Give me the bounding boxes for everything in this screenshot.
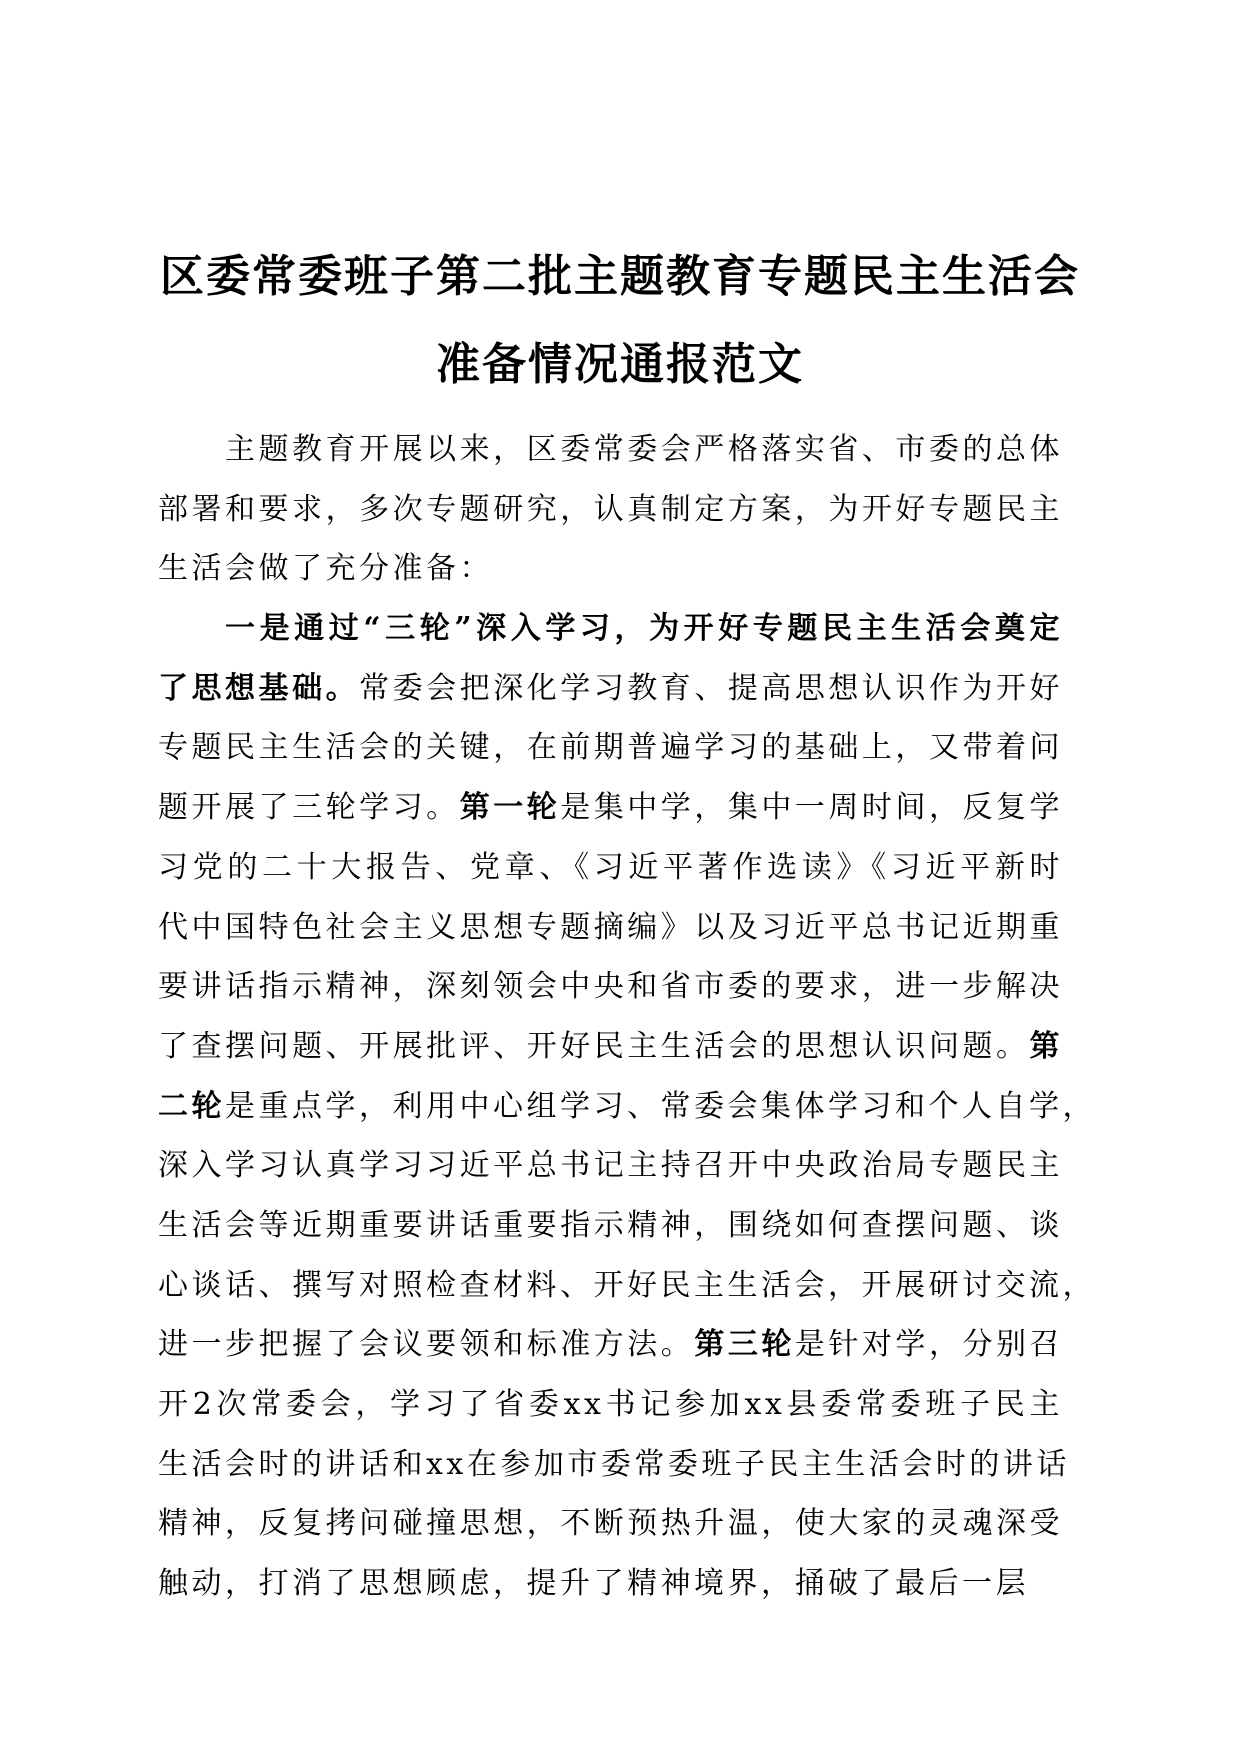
body-text: 是集中学，集中一周时间，反复学	[560, 790, 1064, 826]
body-text: 精神，反复拷问碰撞思想，不断预热升温，使大家的灵魂深受	[158, 1506, 1063, 1542]
title-line: 准备情况通报范文	[436, 339, 804, 390]
title-line: 区委常委班子第二批主题教育专题民主生活会	[160, 251, 1080, 302]
body-text: 部署和要求，多次专题研究，认真制定方案，为开好专题民主	[158, 491, 1063, 527]
body-line	[158, 838, 1063, 898]
body-line	[158, 539, 1063, 599]
body-line	[158, 1017, 1063, 1077]
body-text: 生活会做了充分准备：	[158, 551, 493, 587]
body-text: 深入学习认真学习习近平总书记主持召开中央政治局专题民主	[158, 1148, 1063, 1184]
body-text: 是针对学，分别召	[794, 1327, 1064, 1363]
body-line	[158, 1435, 1070, 1495]
body-line	[158, 778, 1063, 838]
document-title	[0, 233, 1240, 409]
body-text: 主题教育开展以来，区委常委会严格落实省、市委的总体	[225, 432, 1063, 467]
body-line	[158, 1196, 1063, 1256]
body-text: 是重点学，利用中心组学习、常委会集体学习和个人自学，	[225, 1088, 1096, 1124]
body-line	[158, 1554, 1063, 1614]
body-text: 生活会时的讲话和xx在参加市委常委班子民主生活会时的讲话	[158, 1446, 1070, 1482]
body-line	[158, 1375, 1063, 1435]
body-line	[158, 1256, 1096, 1316]
body-text: 题开展了三轮学习。	[158, 790, 460, 826]
body-text: 心谈话、撰写对照检查材料、开好民主生活会，开展研讨交流，	[158, 1267, 1096, 1303]
body-line	[158, 898, 1063, 958]
body-line	[158, 480, 1063, 540]
body-text: 常委会把深化学习教育、提高思想认识作为开好	[359, 670, 1064, 706]
bold-keyword-text: 第三轮	[694, 1327, 795, 1363]
body-text: 触动，打消了思想顾虑，提升了精神境界，捅破了最后一层	[158, 1566, 1029, 1602]
body-line	[158, 599, 1063, 659]
body-text: 专题民主生活会的关键，在前期普遍学习的基础上，又带着问	[158, 730, 1063, 766]
body-text: 进一步把握了会议要领和标准方法。	[158, 1327, 695, 1363]
bold-keyword-text: 第一轮	[459, 790, 561, 826]
body-text: 了查摆问题、开展批评、开好民主生活会的思想认识问题。	[158, 1028, 1030, 1064]
body-text: 生活会等近期重要讲话重要指示精神，围绕如何查摆问题、谈	[158, 1207, 1063, 1243]
bold-keyword-text: 二轮	[158, 1088, 225, 1124]
body-line	[158, 1136, 1063, 1196]
body-line	[158, 1315, 1063, 1375]
bold-keyword-text: 第	[1029, 1028, 1063, 1064]
body-line	[158, 659, 1063, 719]
body-text: 要讲话指示精神，深刻领会中央和省市委的要求，进一步解决	[158, 969, 1063, 1005]
body-line	[158, 1077, 1096, 1137]
body-line	[158, 420, 1063, 480]
body-line	[158, 957, 1063, 1017]
body-line	[158, 1494, 1063, 1554]
bold-heading-text: 了思想基础。	[158, 670, 360, 706]
body-text: 代中国特色社会主义思想专题摘编》以及习近平总书记近期重	[158, 909, 1063, 945]
body-text: 习党的二十大报告、党章、《习近平著作选读》《习近平新时	[158, 849, 1063, 885]
bold-heading-text: 一是通过“三轮”深入学习，为开好专题民主生活会奠定	[225, 611, 1063, 647]
body-line	[158, 718, 1063, 778]
body-text: 开2次常委会，学习了省委xx书记参加xx县委常委班子民主	[158, 1387, 1063, 1422]
document-body	[158, 420, 1096, 1614]
